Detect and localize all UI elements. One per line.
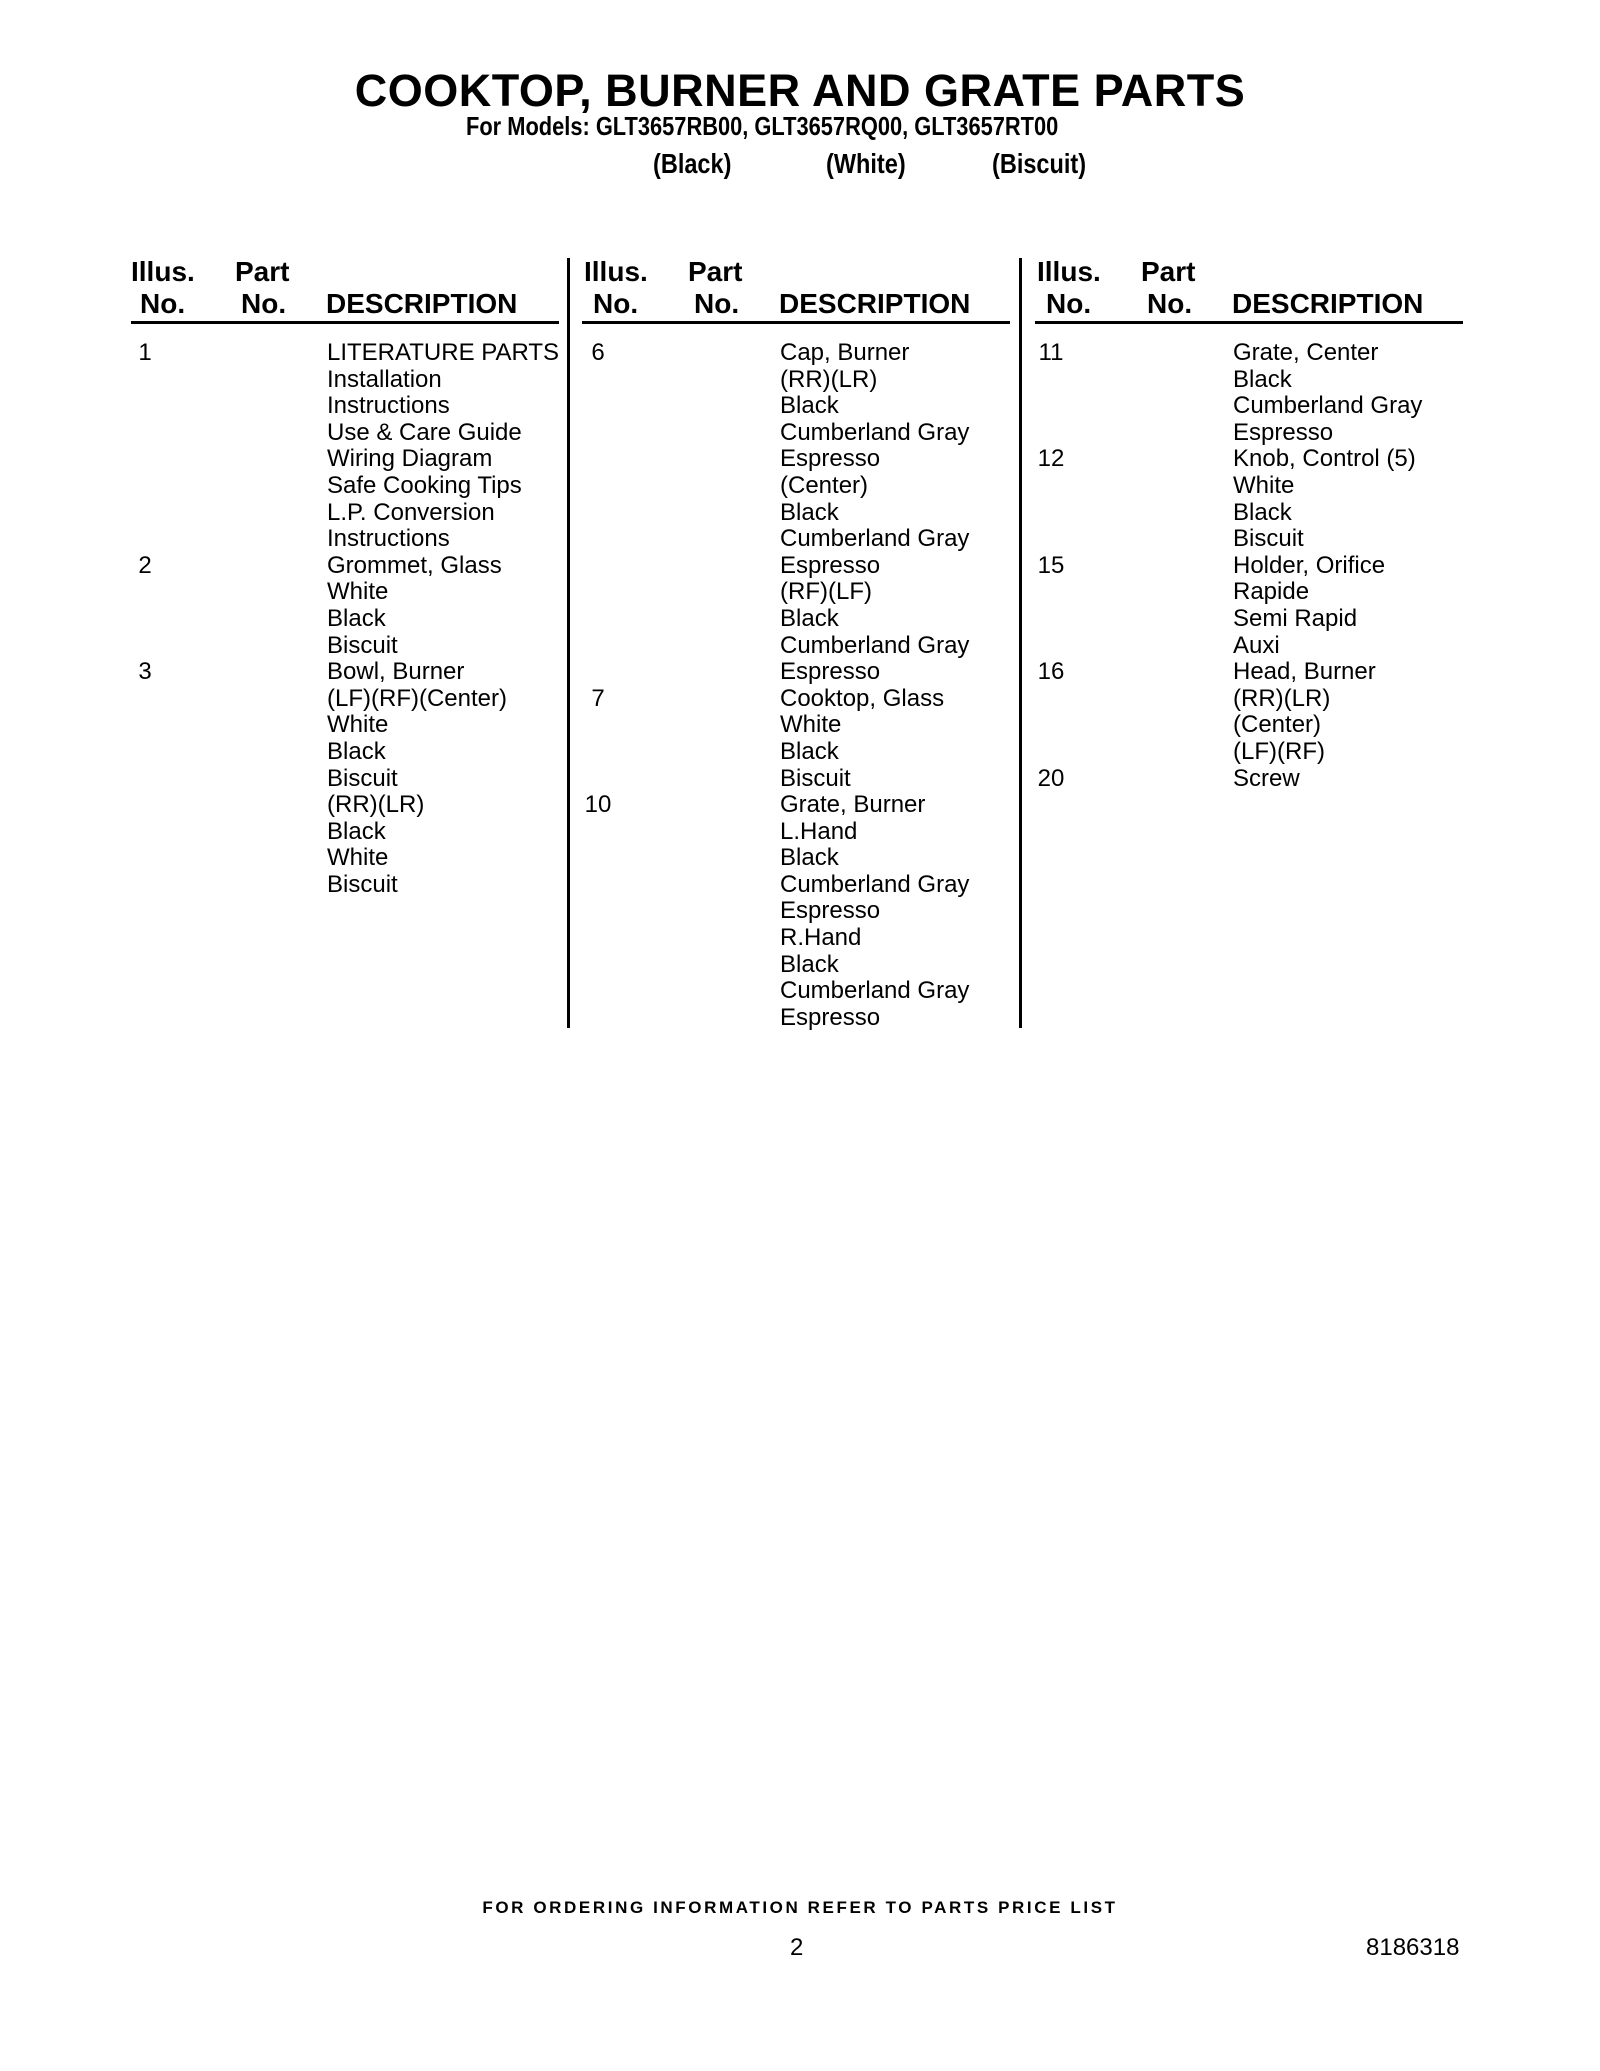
illus-header: Illus. [131, 256, 195, 287]
part-description: Safe Cooking Tips [327, 471, 522, 499]
part-description: Semi Rapid [1233, 604, 1358, 632]
column-divider [1019, 258, 1022, 1028]
part-description: Head, Burner [1233, 658, 1376, 686]
part-description: Black [780, 498, 839, 526]
header-rule [1035, 321, 1463, 324]
part-description: Black [327, 817, 386, 845]
part-description: Biscuit [327, 764, 398, 792]
part-header: No. [694, 288, 740, 319]
part-description: Cap, Burner [780, 339, 910, 366]
illus-number: 20 [1037, 764, 1065, 792]
part-description: Instructions [327, 392, 450, 420]
illus-header: No. [593, 288, 639, 319]
part-description: Grate, Center [1233, 339, 1379, 366]
document-number: 8186318 [1366, 1934, 1460, 1961]
part-description: Screw [1233, 764, 1300, 792]
part-description: Espresso [1233, 418, 1334, 446]
illus-number: 11 [1038, 339, 1064, 366]
part-description: Black [327, 604, 386, 632]
illus-number: 2 [138, 551, 152, 579]
part-description: Black [1233, 365, 1292, 393]
illus-number: 12 [1037, 445, 1065, 473]
color-label-biscuit: (Biscuit) [992, 148, 1087, 179]
part-description: Rapide [1233, 578, 1310, 606]
part-description: White [1233, 471, 1295, 499]
illus-number: 3 [138, 658, 152, 686]
part-header: No. [1147, 288, 1193, 319]
color-label-white: (White) [826, 148, 906, 179]
part-description: Installation [327, 365, 442, 393]
part-description: Espresso [780, 551, 881, 579]
part-header: Part [688, 256, 743, 287]
part-description: R.Hand [780, 924, 862, 952]
part-description: Cumberland Gray [780, 525, 970, 553]
part-description: Cumberland Gray [780, 631, 970, 659]
part-description: Holder, Orifice [1233, 551, 1386, 579]
color-label-black: (Black) [653, 148, 732, 179]
header-rule [582, 321, 1010, 324]
part-description: Instructions [327, 525, 450, 553]
part-description: White [327, 844, 389, 872]
page-title: COOKTOP, BURNER AND GRATE PARTS [354, 65, 1246, 116]
part-description: (RR)(LR) [1233, 684, 1331, 712]
part-description: Espresso [780, 1003, 881, 1031]
page-number: 2 [790, 1934, 804, 1961]
illus-header: No. [140, 288, 186, 319]
illus-header: Illus. [1037, 256, 1101, 287]
illus-number: 16 [1037, 658, 1065, 686]
part-description: Espresso [780, 445, 881, 473]
part-description: Black [780, 604, 839, 632]
illus-number: 7 [591, 684, 605, 712]
part-description: LITERATURE PARTS [327, 339, 560, 366]
part-description: (Center) [1233, 711, 1322, 739]
part-description: (LF)(RF)(Center) [327, 684, 507, 712]
part-description: Biscuit [780, 764, 851, 792]
part-description: Cumberland Gray [780, 977, 970, 1005]
part-description: L.Hand [780, 817, 858, 845]
part-description: Black [780, 950, 839, 978]
part-description: Biscuit [327, 631, 398, 659]
column-divider [567, 258, 570, 1028]
description-header: DESCRIPTION [1232, 288, 1424, 319]
part-description: Cooktop, Glass [780, 684, 945, 712]
part-header: No. [241, 288, 287, 319]
part-description: (RR)(LR) [780, 365, 878, 393]
ordering-note: FOR ORDERING INFORMATION REFER TO PARTS PRICE LIST [482, 1898, 1118, 1917]
part-description: L.P. Conversion [327, 498, 495, 526]
part-description: Black [780, 737, 839, 765]
part-description: Auxi [1233, 631, 1280, 659]
description-header: DESCRIPTION [779, 288, 971, 319]
illus-header: Illus. [584, 256, 648, 287]
part-description: Biscuit [1233, 525, 1304, 553]
header-rule [131, 321, 559, 324]
description-header: DESCRIPTION [326, 288, 518, 319]
illus-header: No. [1046, 288, 1092, 319]
part-description: Espresso [780, 897, 881, 925]
part-description: Black [780, 392, 839, 420]
part-description: Grommet, Glass [327, 551, 502, 579]
part-description: Espresso [780, 658, 881, 686]
illus-number: 15 [1037, 551, 1065, 579]
part-description: Wiring Diagram [327, 445, 493, 473]
part-header: Part [1141, 256, 1196, 287]
part-description: (Center) [780, 471, 869, 499]
part-header: Part [235, 256, 290, 287]
part-description: White [327, 578, 389, 606]
part-description: Knob, Control (5) [1233, 445, 1416, 473]
illus-number: 6 [591, 339, 605, 366]
part-description: (RR)(LR) [327, 791, 425, 819]
illus-number: 1 [138, 339, 152, 366]
part-description: (LF)(RF) [1233, 737, 1325, 765]
part-description: (RF)(LF) [780, 578, 872, 606]
part-description: Cumberland Gray [1233, 392, 1423, 420]
part-description: Use & Care Guide [327, 418, 522, 446]
part-description: Cumberland Gray [780, 870, 970, 898]
part-description: White [327, 711, 389, 739]
part-description: Bowl, Burner [327, 658, 465, 686]
part-description: Black [327, 737, 386, 765]
models-line: For Models: GLT3657RB00, GLT3657RQ00, GLT3657RT00 [466, 111, 1059, 141]
part-description: Cumberland Gray [780, 418, 970, 446]
part-description: Black [780, 844, 839, 872]
part-description: Grate, Burner [780, 791, 926, 819]
part-description: Black [1233, 498, 1292, 526]
part-description: White [780, 711, 842, 739]
part-description: Biscuit [327, 870, 398, 898]
illus-number: 10 [584, 791, 612, 819]
